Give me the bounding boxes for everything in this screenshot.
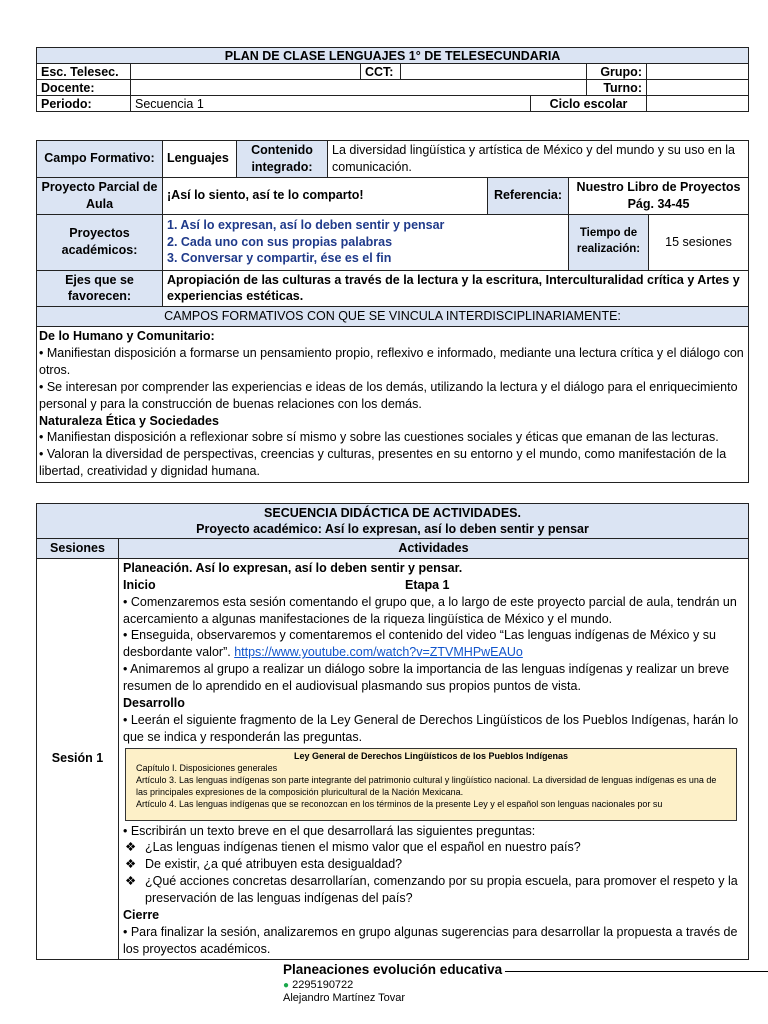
campo1-title: De lo Humano y Comunitario:: [39, 329, 215, 344]
cierre-paragraph: • Para finalizar la sesión, analizaremos en grupo algunas sugerencias para desarrollar la propuesta a través de los proyectos académicos.: [123, 924, 738, 956]
header-table: [36, 47, 749, 112]
footer: [283, 961, 583, 1005]
ciclo-label: Ciclo escolar: [531, 96, 647, 112]
esc-value[interactable]: [131, 64, 361, 80]
diamond-bullet-icon: ❖: [125, 857, 137, 872]
law-line: Capítulo I. Disposiciones generales: [136, 762, 278, 773]
question-text: ¿Las lenguas indígenas tienen el mismo valor que el español en nuestro país?: [145, 840, 581, 855]
grupo-value[interactable]: [647, 64, 749, 80]
inicio-row: [123, 577, 745, 594]
referencia-value: Nuestro Libro de Proyectos Pág. 34-45: [569, 177, 749, 214]
law-line: Artículo 3. Las lenguas indígenas son parte integrante del patrimonio cultural y lingüístico nacional. La diversidad de lenguas indígenas es una de las principales expresiones de la composición pluricultural de la Nación Mexicana.: [136, 774, 717, 797]
campo2-title: Naturaleza Ética y Sociedades: [39, 413, 219, 428]
ejes-label: Ejes que se favorecen:: [37, 270, 163, 307]
campo2-item: • Manifiestan disposición a reflexionar sobre sí mismo y sobre las cuestiones sociales y éticas que emanan de las lecturas.: [39, 430, 719, 445]
desarrollo-heading: Desarrollo: [123, 695, 185, 710]
inicio-heading: Inicio: [123, 577, 156, 592]
ejes-value: Apropiación de las culturas a través de la lectura y la escritura, Interculturalidad crítica y Artes y experiencias estéticas.: [163, 270, 749, 307]
diamond-bullet-icon: ❖: [125, 874, 137, 889]
turno-label: Turno:: [587, 80, 647, 96]
tiempo-value: 15 sesiones: [649, 214, 749, 270]
docente-value[interactable]: [131, 80, 587, 96]
project-table: [36, 140, 749, 483]
grupo-label: Grupo:: [587, 64, 647, 80]
question-item: [123, 856, 745, 873]
academicos-label: Proyectos académicos:: [37, 214, 163, 270]
session-label: Sesión 1: [37, 558, 119, 959]
video-text: • Enseguida, observaremos y comentaremos el contenido del video “Las lenguas indígenas de México y su desbordante valor”.: [123, 628, 716, 660]
sequence-title-1: SECUENCIA DIDÁCTICA DE ACTIVIDADES.: [264, 506, 521, 520]
academicos-list: [163, 214, 569, 270]
etapa-label: Etapa 1: [405, 577, 450, 592]
question-text: ¿Qué acciones concretas desarrollarían, comenzando por su propia escuela, para promover el respeto y la preservación de las lenguas indígenas del país?: [145, 874, 738, 905]
docente-label: Docente:: [37, 80, 131, 96]
col-actividades: Actividades: [119, 539, 749, 559]
cierre-heading: Cierre: [123, 907, 160, 922]
desarrollo-paragraph: • Leerán el siguiente fragmento de la Ley General de Derechos Lingüísticos de los Pueblos Indígenas, harán lo que se indica y responderán las preguntas.: [123, 712, 739, 744]
col-sesiones: Sesiones: [37, 539, 119, 559]
campos-content: [37, 327, 749, 483]
turno-value[interactable]: [647, 80, 749, 96]
footer-author: Alejandro Martínez Tovar: [283, 992, 406, 1005]
inicio-paragraph: • Animaremos al grupo a realizar un diálogo sobre la importancia de las lenguas indígenas y realizar un breve resumen de lo aprendido en el audiovisual plasmando sus propios puntos de vista.: [123, 662, 730, 693]
campos-title: CAMPOS FORMATIVOS CON QUE SE VINCULA INTERDISCIPLINARIAMENTE:: [37, 307, 749, 327]
ciclo-value[interactable]: [647, 96, 749, 112]
inicio-paragraph: • Comenzaremos esta sesión comentando el grupo que, a lo largo de este proyecto parcial de aula, tendrán un acercamiento a algunas manifestaciones de la riqueza lingüística de México y el mundo.: [123, 594, 737, 626]
footer-title: Planeaciones evolución educativa: [283, 961, 504, 979]
footer-phone: 2295190722: [292, 979, 354, 992]
footer-phone-row: [283, 979, 583, 992]
question-item: [123, 839, 745, 856]
sequence-title-2: Proyecto académico: Así lo expresan, así lo deben sentir y pensar: [196, 522, 589, 536]
question-item: [123, 873, 745, 907]
planeacion-title: Planeación. Así lo expresan, así lo deben sentir y pensar.: [123, 560, 463, 575]
periodo-label: Periodo:: [37, 96, 131, 112]
whatsapp-icon: ●: [283, 980, 290, 992]
contenido-label: Contenido integrado:: [237, 141, 328, 178]
campo1-item: • Manifiestan disposición a formarse un pensamiento propio, reflexivo e informado, mediante una lectura crítica y el diálogo con otros.: [39, 346, 744, 377]
law-excerpt-box: [125, 748, 737, 821]
campo-value: Lenguajes: [163, 141, 237, 178]
academico-2: 2. Cada uno con sus propias palabras: [167, 234, 393, 249]
periodo-value: Secuencia 1: [131, 96, 531, 112]
footer-rule: [505, 971, 768, 972]
contenido-value: La diversidad lingüística y artística de México y del mundo y su uso en la comunicación.: [328, 141, 749, 178]
law-line: Artículo 4. Las lenguas indígenas que se reconozcan en los términos de la presente Ley y el español son lenguas nacionales por su: [136, 798, 663, 809]
campo2-item: • Valoran la diversidad de perspectivas, creencias y culturas, presentes en su entorno y el mundo, como manifestación de la libertad, creatividad y dignidad humana.: [39, 447, 727, 479]
inicio-paragraph: [123, 627, 745, 661]
academico-3: 3. Conversar y compartir, ése es el fin: [167, 251, 392, 266]
sequence-table: [36, 503, 749, 960]
cct-label: CCT:: [361, 64, 401, 80]
proyecto-label: Proyecto Parcial de Aula: [37, 177, 163, 214]
law-title: Ley General de Derechos Lingüísticos de los Pueblos Indígenas: [293, 750, 569, 761]
campo1-item: • Se interesan por comprender las experiencias e ideas de los demás, utilizando la lectura y el diálogo para el enriquecimiento personal y para la construcción de buenas relaciones con los demás.: [39, 379, 738, 411]
academico-1: 1. Así lo expresan, así lo deben sentir y pensar: [167, 217, 445, 232]
proyecto-value: ¡Así lo siento, así te lo comparto!: [163, 177, 488, 214]
session-activities: [119, 558, 749, 959]
desarrollo-paragraph: • Escribirán un texto breve en el que desarrollará las siguientes preguntas:: [123, 823, 536, 838]
esc-label: Esc. Telesec.: [37, 64, 131, 80]
cct-value[interactable]: [401, 64, 587, 80]
question-text: De existir, ¿a qué atribuyen esta desigualdad?: [145, 857, 403, 872]
sequence-title: [37, 504, 749, 539]
diamond-bullet-icon: ❖: [125, 840, 137, 855]
campo-label: Campo Formativo:: [37, 141, 163, 178]
plan-title: PLAN DE CLASE LENGUAJES 1° DE TELESECUNDARIA: [37, 48, 749, 64]
referencia-label: Referencia:: [488, 177, 569, 214]
tiempo-label: Tiempo de realización:: [569, 214, 649, 270]
video-link[interactable]: https://www.youtube.com/watch?v=ZTVMHPwEAUo: [234, 645, 523, 660]
